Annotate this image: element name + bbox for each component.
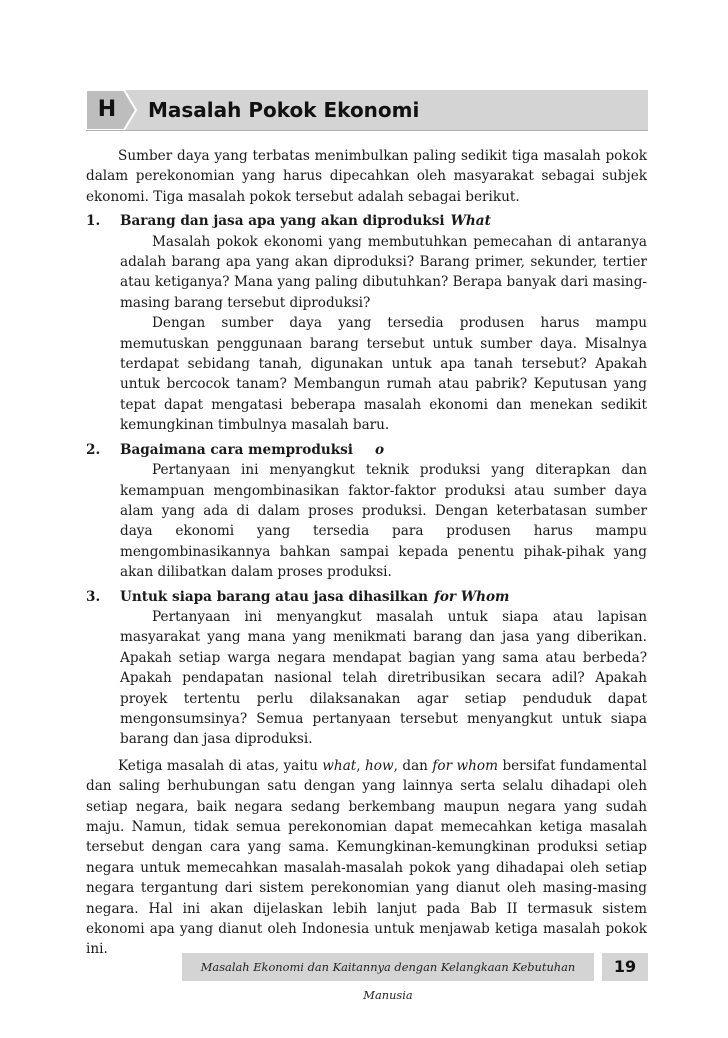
item-body	[120, 232, 647, 436]
item-title-text: Bagaimana cara memproduksi	[120, 441, 353, 458]
closing-term-how: how	[365, 757, 394, 774]
section-content	[86, 146, 647, 960]
item-title	[120, 211, 647, 231]
section-title: Masalah Pokok Ekonomi	[148, 98, 420, 122]
closing-rest: bersifat fundamental dan saling berhubungan satu dengan yang lainnya serta selalu dihadapi oleh setiap negara, baik negara sedang berkembang maupun negara yang sudah maju. Namun, tidak semua perekonomian dapat memecahkan ketiga masalah tersebut dengan cara yang sama. Kemungkinan-kemungkinan produksi setiap negara untuk memecahkan masalah-masalah pokok yang dihadapai oleh setiap negara tergantung dari sistem perekonomian yang dianut oleh masing-masing negara. Hal ini akan dijelaskan lebih lanjut pada Bab II termasuk sistem ekonomi apa yang dianut oleh Indonesia untuk menjawab ketiga masalah pokok ini.	[86, 757, 647, 958]
list-item-what	[86, 211, 647, 435]
item-body	[120, 607, 647, 750]
item-title	[120, 587, 647, 607]
closing-term-what: what	[322, 757, 357, 774]
list-item-for-whom	[86, 587, 647, 750]
item-number: 1.	[86, 213, 101, 230]
item-term: What	[450, 213, 491, 230]
section-header	[86, 90, 648, 131]
intro-paragraph: Sumber daya yang terbatas menimbulkan paling sedikit tiga masalah pokok dalam perekonomian yang harus dipecahkan oleh masyarakat sebagai subjek ekonomi. Tiga masalah pokok tersebut adalah sebagai berikut.	[86, 148, 647, 205]
item-paragraph: Pertanyaan ini menyangkut masalah untuk siapa atau lapisan masyarakat yang mana yang menikmati barang dan jasa yang diberikan. Apakah setiap warga negara mendapat bagian yang sama atau berbeda? Apakah pendapatan nasional telah diretribusikan secara adil? Apakah proyek tertentu perlu dilaksanakan agar setiap penduduk dapat mengonsumsinya? Semua pertanyaan tersebut menyangkut untuk siapa barang dan jasa diproduksi.	[120, 608, 647, 748]
closing-sep: , dan	[393, 757, 433, 774]
closing-term-for-whom: for whom	[432, 757, 498, 774]
item-number: 2.	[86, 441, 101, 458]
item-paragraph: Dengan sumber daya yang tersedia produsen harus mampu memutuskan penggunaan barang tersebut untuk sumber daya. Misalnya terdapat sebidang tanah, digunakan untuk apa tanah tersebut? Apakah untuk bercocok tanam? Membangun rumah atau pabrik? Keputusan yang tepat dapat mengatasi beberapa masalah ekonomi dan menekan sedikit kemungkinan timbulnya masalah baru.	[120, 315, 647, 434]
closing-lead: Ketiga masalah di atas, yaitu	[118, 757, 323, 774]
section-letter: H	[97, 97, 117, 122]
item-paragraph: Masalah pokok ekonomi yang membutuhkan pemecahan di antaranya adalah barang apa yang akan diproduksi? Barang primer, sekunder, tertier atau ketiganya? Mana yang paling dibutuhkan? Berapa banyak dari masing-masing barang tersebut diproduksi?	[120, 233, 647, 311]
running-title: Masalah Ekonomi dan Kaitannya dengan Kelangkaan Kebutuhan Manusia	[200, 960, 576, 1002]
closing-sep: ,	[356, 757, 366, 774]
page-number: 19	[602, 953, 648, 981]
item-title-text: Barang dan jasa apa yang akan diproduksi	[120, 213, 445, 230]
item-term: o	[374, 441, 385, 458]
item-number: 3.	[86, 588, 101, 605]
item-term: for Whom	[434, 588, 510, 605]
section-letter-badge	[86, 90, 142, 130]
list-item-how	[86, 440, 647, 583]
item-title	[120, 440, 647, 460]
item-body	[120, 460, 647, 582]
item-title-text: Untuk siapa barang atau jasa dihasilkan	[120, 588, 429, 605]
closing-paragraph	[86, 756, 647, 960]
item-paragraph: Pertanyaan ini menyangkut teknik produksi yang diterapkan dan kemampuan mengombinasikan faktor-faktor produksi atau sumber daya alam yang ada di dalam proses produksi. Dengan keterbatasan sumber daya ekonomi yang tersedia para produsen harus mampu mengombinasikannya bahkan sampai kepada penentu pihak-pihak yang akan dilibatkan dalam proses produksi.	[120, 462, 647, 581]
running-footer	[182, 953, 594, 1002]
